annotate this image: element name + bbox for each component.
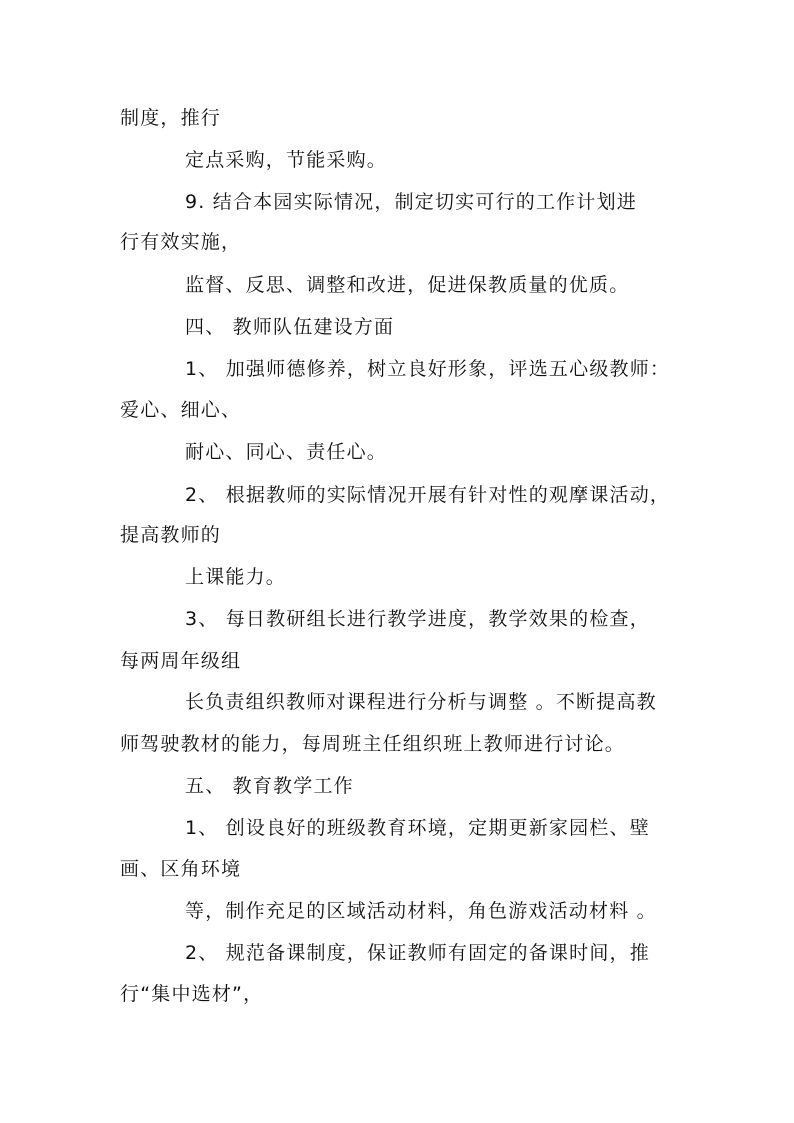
- text-line: 行有效实施，: [120, 231, 242, 253]
- text-line: 耐心、同心、责任心。: [185, 441, 388, 463]
- section-heading: 五、 教育教学工作: [185, 775, 354, 797]
- text-line: 2、 规范备课制度，保证教师有固定的备课时间，推: [185, 942, 650, 964]
- text-line: 等，制作充足的区域活动材料，角色游戏活动材料 。: [185, 900, 657, 922]
- text-line: 上课能力。: [185, 566, 287, 588]
- text-line: 9. 结合本园实际情况，制定切实可行的工作计划进: [185, 191, 637, 213]
- section-heading: 四、 教师队伍建设方面: [185, 316, 395, 338]
- text-line: 每两周年级组: [120, 650, 242, 672]
- text-line: 3、 每日教研组长进行教学进度，教学效果的检查，: [185, 608, 650, 630]
- text-line: 师驾驶教材的能力，每周班主任组织班上教师进行讨论。: [120, 733, 626, 755]
- text-line: 监督、反思、调整和改进，促进保教质量的优质。: [185, 274, 630, 296]
- text-line: 2、 根据教师的实际情况开展有针对性的观摩课活动，: [185, 484, 671, 506]
- text-line: 爱心、细心、: [120, 399, 242, 421]
- text-line: 提高教师的: [120, 524, 222, 546]
- text-line: 画、区角环境: [120, 858, 242, 880]
- text-line: 1、 创设良好的班级教育环境，定期更新家园栏、壁: [185, 817, 650, 839]
- text-line: 制度，推行: [120, 107, 222, 129]
- text-line: 定点采购，节能采购。: [185, 149, 388, 171]
- text-line: 长负责组织教师对课程进行分析与调整 。不断提高教: [185, 691, 657, 713]
- text-line: 1、 加强师德修养，树立良好形象，评选五心级教师：: [185, 358, 671, 380]
- text-line: 行“集中选材”，: [120, 983, 264, 1005]
